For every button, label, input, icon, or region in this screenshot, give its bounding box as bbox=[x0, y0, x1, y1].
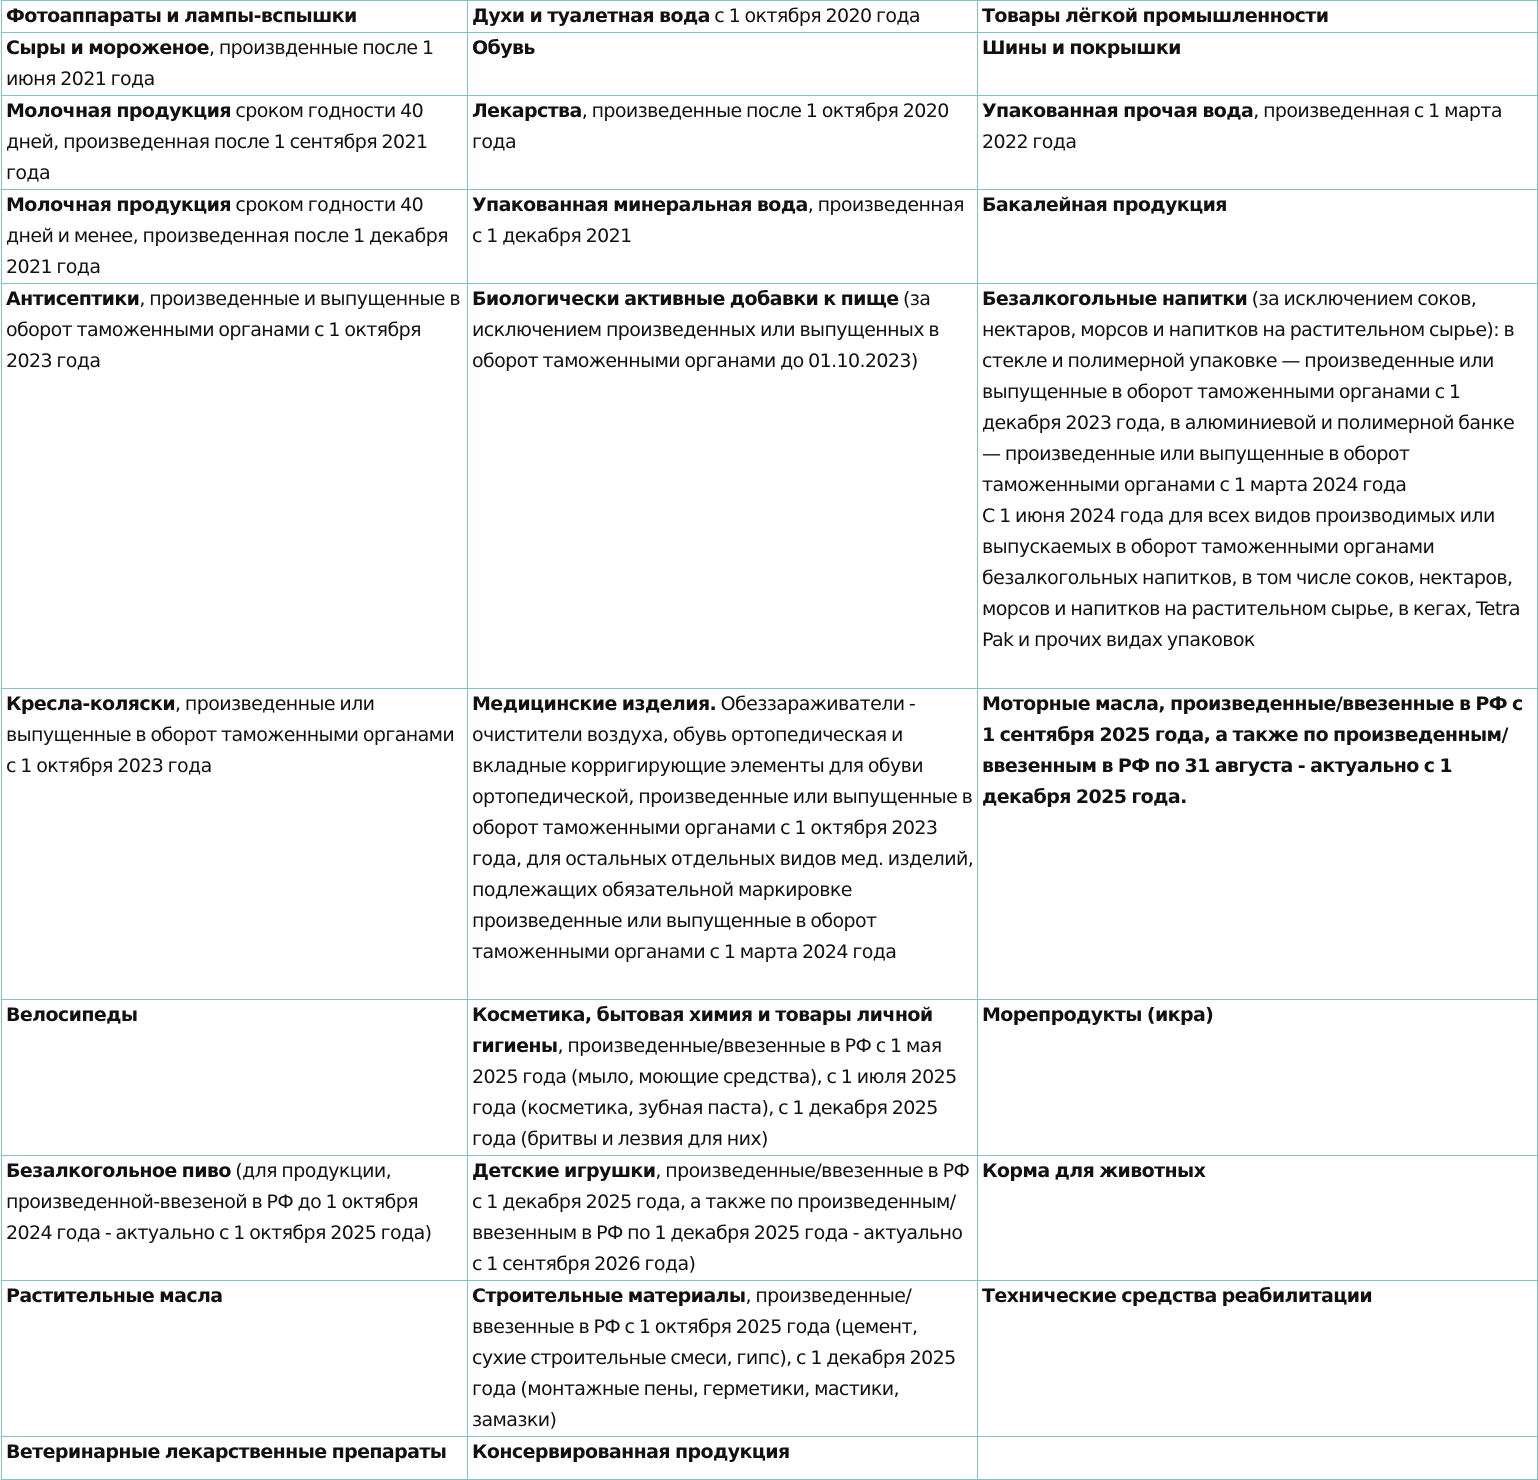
product-category: Строительные материалы bbox=[472, 1285, 746, 1307]
category-extra-note: С 1 июня 2024 года для всех видов производимых или выпускаемых в оборот таможенными органами безалкогольных напитков, в том числе соков, нектаров, морсов и напитков на растительном сырье, в кегах, Tetra Pak и прочих видах упаковок bbox=[982, 505, 1520, 651]
table-row bbox=[2, 1281, 1538, 1437]
category-details: , произведенные/ввезенные в РФ с 1 мая 2025 года (мыло, моющие средства), с 1 июля 2025 года (косметика, зубная паста), с 1 декабря 2025 года (бритвы и лезвия для них) bbox=[472, 1035, 957, 1150]
category-details: , произведенная с 1 декабря 2021 bbox=[472, 194, 964, 247]
category-details: , произведенные или выпущенные в оборот таможенными органами с 1 октября 2023 года bbox=[6, 693, 455, 777]
table-cell bbox=[468, 689, 978, 1000]
table-cell bbox=[978, 689, 1538, 1000]
product-category: Молочная продукция bbox=[6, 100, 231, 122]
table-row bbox=[2, 1156, 1538, 1281]
table-row bbox=[2, 1, 1538, 33]
table-cell bbox=[2, 1156, 468, 1281]
product-category: Медицинские изделия. bbox=[472, 693, 717, 715]
table-row bbox=[2, 96, 1538, 190]
table-cell bbox=[978, 1000, 1538, 1156]
product-category: Косметика, бытовая химия и товары личной гигиены bbox=[472, 1004, 933, 1057]
table-cell bbox=[978, 96, 1538, 190]
table-row bbox=[2, 190, 1538, 284]
product-category: Лекарства bbox=[472, 100, 582, 122]
table-cell bbox=[468, 1156, 978, 1281]
product-category: Антисептики bbox=[6, 288, 140, 310]
table-row bbox=[2, 1000, 1538, 1156]
product-category: Морепродукты (икра) bbox=[982, 1004, 1214, 1026]
product-category: Бакалейная продукция bbox=[982, 194, 1227, 216]
product-category: Духи и туалетная вода bbox=[472, 5, 710, 27]
product-category: Корма для животных bbox=[982, 1160, 1206, 1182]
table-cell bbox=[2, 33, 468, 96]
category-details: с 1 октября 2020 года bbox=[709, 5, 920, 27]
table-cell bbox=[978, 1, 1538, 33]
category-details: , произведенные после 1 октября 2020 года bbox=[472, 100, 949, 153]
product-category: Безалкогольные напитки bbox=[982, 288, 1248, 310]
product-category: Упакованная прочая вода bbox=[982, 100, 1254, 122]
category-details: , произведенные/ввезенные в РФ с 1 декабря 2025 года, а также по произведенным/ввезенным в РФ по 1 декабря 2025 года - актуально с 1 сентября 2026 года) bbox=[472, 1160, 970, 1275]
product-category: Обувь bbox=[472, 37, 535, 59]
product-category: Кресла-коляски bbox=[6, 693, 176, 715]
table-cell bbox=[2, 1437, 468, 1480]
product-category: Фотоаппараты и лампы-вспышки bbox=[6, 5, 357, 27]
product-marking-table bbox=[1, 0, 1538, 1480]
table-cell bbox=[468, 33, 978, 96]
category-details: , произвденные после 1 июня 2021 года bbox=[6, 37, 434, 90]
product-category: Ветеринарные лекарственные препараты bbox=[6, 1441, 447, 1463]
category-details: , произведенная с 1 марта 2022 года bbox=[982, 100, 1502, 153]
table-row bbox=[2, 1437, 1538, 1480]
table-cell bbox=[468, 1000, 978, 1156]
category-details: сроком годности 40 дней и менее, произведенная после 1 декабря 2021 года bbox=[6, 194, 449, 278]
table-cell bbox=[468, 1, 978, 33]
table-cell bbox=[978, 1156, 1538, 1281]
product-category: Безалкогольное пиво bbox=[6, 1160, 231, 1182]
table-cell bbox=[978, 1281, 1538, 1437]
table-cell bbox=[2, 1281, 468, 1437]
table-row bbox=[2, 284, 1538, 689]
product-category: Детские игрушки bbox=[472, 1160, 656, 1182]
table-cell bbox=[468, 96, 978, 190]
product-category: Шины и покрышки bbox=[982, 37, 1181, 59]
table-cell bbox=[468, 1281, 978, 1437]
category-details: (за исключением соков, нектаров, морсов и напитков на растительном сырье): в стекле и полимерной упаковке — произведенные или выпущенные в оборот таможенными органами с 1 декабря 2023 года, в алюминиевой и полимерной банке — произведенные или выпущенные в оборот таможенными органами с 1 марта 2024 года bbox=[982, 288, 1515, 496]
product-category: Сыры и мороженое bbox=[6, 37, 209, 59]
category-details: , произведенные/ввезенные в РФ с 1 сентября 2025 года, а также по произведенным/ввезенным в РФ по 31 августа - актуально с 1 декабря 2025 года. bbox=[982, 693, 1523, 808]
product-category: Биологически активные добавки к пище bbox=[472, 288, 899, 310]
table-cell bbox=[978, 284, 1538, 689]
product-category: Консервированная продукция bbox=[472, 1441, 790, 1463]
category-details: Обеззараживатели - очистители воздуха, обувь ортопедическая и вкладные корригирующие элементы для обуви ортопедической, произведенные или выпущенные в оборот таможенными органами с 1 октября 2023 года, для остальных отдельных видов мед. изделий, подлежащих обязательной маркировке произведенные или выпущенные в оборот таможенными органами с 1 марта 2024 года bbox=[472, 693, 974, 963]
category-details: (для продукции, произведенной-ввезеной в РФ до 1 октября 2024 года - актуально с 1 октября 2025 года) bbox=[6, 1160, 432, 1244]
table-cell bbox=[468, 284, 978, 689]
table-cell bbox=[2, 689, 468, 1000]
table-cell bbox=[468, 190, 978, 284]
table-cell bbox=[978, 190, 1538, 284]
product-category: Велосипеды bbox=[6, 1004, 138, 1026]
category-details: (за исключением произведенных или выпущенных в оборот таможенными органами до 01.10.2023) bbox=[472, 288, 940, 372]
product-category: Упакованная минеральная вода bbox=[472, 194, 808, 216]
category-details: , произведенные/ввезенные в РФ с 1 октября 2025 года (цемент, сухие строительные смеси, гипс), с 1 декабря 2025 года (монтажные пены, герметики, мастики, замазки) bbox=[472, 1285, 956, 1431]
product-category: Молочная продукция bbox=[6, 194, 231, 216]
product-category: Растительные масла bbox=[6, 1285, 223, 1307]
table-cell bbox=[2, 190, 468, 284]
table-cell bbox=[978, 33, 1538, 96]
category-details: , произведенные и выпущенные в оборот таможенными органами с 1 октября 2023 года bbox=[6, 288, 460, 372]
product-category: Моторные масла bbox=[982, 693, 1159, 715]
table-cell bbox=[978, 1437, 1538, 1480]
product-category: Товары лёгкой промышленности bbox=[982, 5, 1329, 27]
table-row bbox=[2, 33, 1538, 96]
table-cell bbox=[468, 1437, 978, 1480]
table-cell bbox=[2, 1000, 468, 1156]
table-cell bbox=[2, 284, 468, 689]
category-details: сроком годности 40 дней, произведенная после 1 сентября 2021 года bbox=[6, 100, 428, 184]
product-category: Технические средства реабилитации bbox=[982, 1285, 1373, 1307]
table-cell bbox=[2, 96, 468, 190]
table-row bbox=[2, 689, 1538, 1000]
table-cell bbox=[2, 1, 468, 33]
